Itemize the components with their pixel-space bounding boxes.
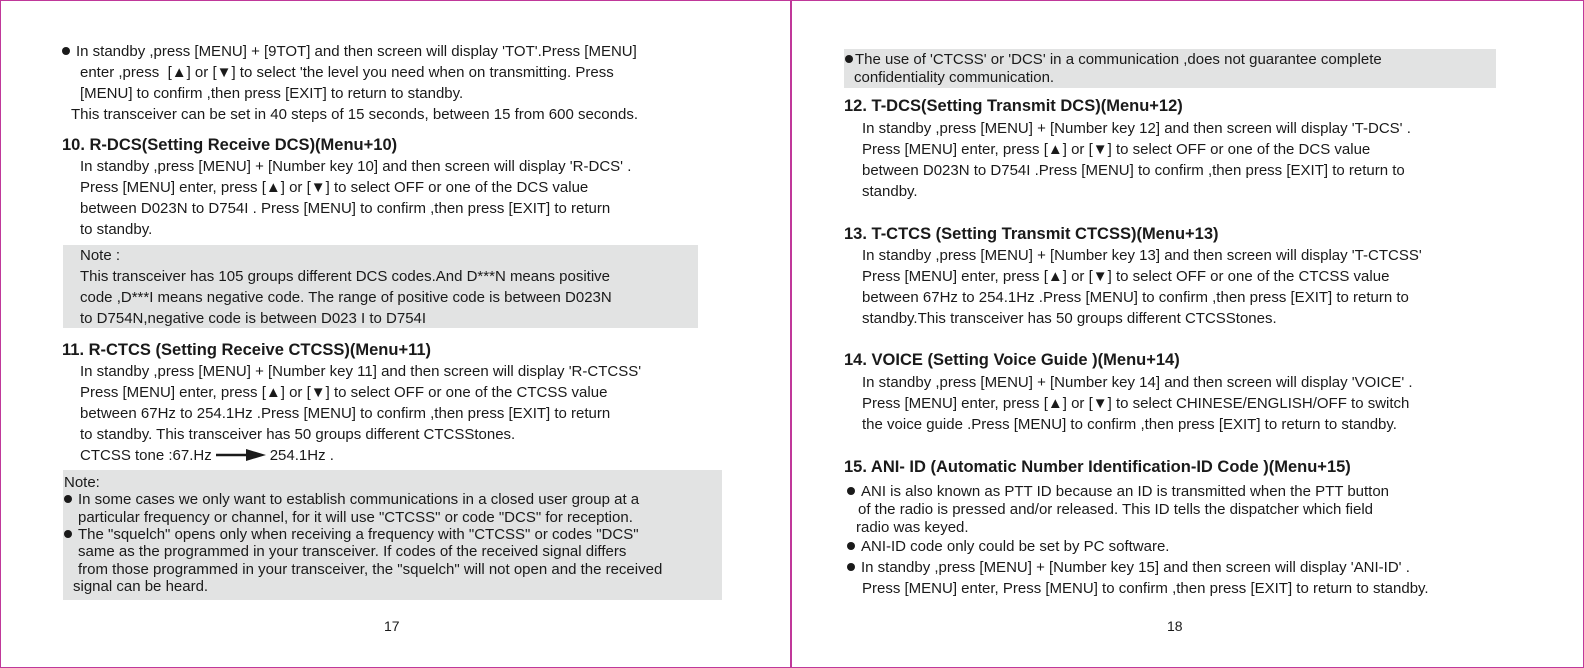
down-key-icon: [▼] xyxy=(1088,141,1112,158)
sec12-line-3: between D023N to D754I .Press [MENU] to confirm ,then press [EXIT] to return to xyxy=(862,162,1405,179)
sec13-line-1: In standby ,press [MENU] + [Number key 13] and then screen will display 'T-CTCSS' xyxy=(862,247,1422,264)
bullet-icon xyxy=(847,563,855,571)
sec14-line-3: the voice guide .Press [MENU] to confirm ,then press [EXIT] to return to standby. xyxy=(862,416,1397,433)
note11-line-4: The "squelch" opens only when receiving a frequency with "CTCSS" or codes "DCS" xyxy=(64,525,639,546)
sec10-line-3: between D023N to D754I . Press [MENU] to confirm ,then press [EXIT] to return xyxy=(80,200,611,217)
up-key-icon: [▲] xyxy=(167,64,191,81)
note11-line-1: Note: xyxy=(64,474,100,491)
sec14-title: 14. VOICE (Setting Voice Guide )(Menu+14) xyxy=(844,351,1180,369)
down-key-icon: [▼] xyxy=(306,384,330,401)
tot-line-1: In standby ,press [MENU] + [9TOT] and then screen will display 'TOT'.Press [MENU] xyxy=(62,42,637,63)
down-key-icon: [▼] xyxy=(1088,395,1112,412)
sec13-line-2: Press [MENU] enter, press [▲] or [▼] to select OFF or one of the CTCSS value xyxy=(862,268,1390,285)
sec10-title: 10. R-DCS(Setting Receive DCS)(Menu+10) xyxy=(62,136,398,154)
up-key-icon: [▲] xyxy=(1043,141,1067,158)
sec12-line-2: Press [MENU] enter, press [▲] or [▼] to select OFF or one of the DCS value xyxy=(862,141,1371,158)
sec15-line-4: ANI-ID code only could be set by PC software. xyxy=(847,537,1169,558)
sec13-line-4: standby.This transceiver has 50 groups different CTCSStones. xyxy=(862,310,1277,327)
sec15-line-5: In standby ,press [MENU] + [Number key 15] and then screen will display 'ANI-ID' . xyxy=(847,558,1410,579)
bullet-icon xyxy=(64,495,72,503)
note-top-line-2: confidentiality communication. xyxy=(854,69,1055,86)
up-key-icon: [▲] xyxy=(261,179,285,196)
sec10-line-2: Press [MENU] enter, press [▲] or [▼] to select OFF or one of the DCS value xyxy=(80,179,589,196)
up-key-icon: [▲] xyxy=(261,384,285,401)
note11-line-2: In some cases we only want to establish communications in a closed user group at a xyxy=(64,490,639,511)
ctcss-tone-range: CTCSS tone :67.Hz 254.1Hz . xyxy=(80,447,334,464)
bullet-icon xyxy=(64,530,72,538)
bullet-icon xyxy=(62,47,70,55)
note10-line-4: to D754N,negative code is between D023 I to D754I xyxy=(80,310,427,327)
sec14-line-2: Press [MENU] enter, press [▲] or [▼] to select CHINESE/ENGLISH/OFF to switch xyxy=(862,395,1410,412)
note11-line-7: signal can be heard. xyxy=(73,578,209,595)
tot-line-2: enter ,press [▲] or [▼] to select 'the level you need when on transmitting. Press xyxy=(80,64,614,81)
page-number-right: 18 xyxy=(1167,618,1183,634)
note11-line-3: particular frequency or channel, for it will use "CTCSS" or code "DCS" for reception. xyxy=(78,509,633,526)
sec13-line-3: between 67Hz to 254.1Hz .Press [MENU] to confirm ,then press [EXIT] to return to xyxy=(862,289,1409,306)
page-number-left: 17 xyxy=(384,618,400,634)
note-top-line-1: The use of 'CTCSS' or 'DCS' in a communication ,does not guarantee complete xyxy=(845,50,1382,71)
up-key-icon: [▲] xyxy=(1043,268,1067,285)
sec15-line-6: Press [MENU] enter, Press [MENU] to confirm ,then press [EXIT] to return to standby. xyxy=(862,580,1429,597)
sec13-title: 13. T-CTCS (Setting Transmit CTCSS)(Menu+13) xyxy=(844,225,1219,243)
note10-line-2: This transceiver has 105 groups different DCS codes.And D***N means positive xyxy=(80,268,610,285)
sec12-title: 12. T-DCS(Setting Transmit DCS)(Menu+12) xyxy=(844,97,1183,115)
sec15-line-3: radio was keyed. xyxy=(856,519,969,536)
tot-line-4: This transceiver can be set in 40 steps of 15 seconds, between 15 from 600 seconds. xyxy=(71,106,638,123)
sec15-title: 15. ANI- ID (Automatic Number Identification-ID Code )(Menu+15) xyxy=(844,458,1351,476)
bullet-icon xyxy=(847,487,855,495)
down-key-icon: [▼] xyxy=(1088,268,1112,285)
down-key-icon: [▼] xyxy=(212,64,236,81)
sec11-line-1: In standby ,press [MENU] + [Number key 11] and then screen will display 'R-CTCSS' xyxy=(80,363,642,380)
note10-line-3: code ,D***I means negative code. The range of positive code is between D023N xyxy=(80,289,612,306)
tot-line-3: [MENU] to confirm ,then press [EXIT] to return to standby. xyxy=(80,85,464,102)
sec12-line-1: In standby ,press [MENU] + [Number key 12] and then screen will display 'T-DCS' . xyxy=(862,120,1411,137)
sec15-line-2: of the radio is pressed and/or released. This ID tells the dispatcher which field xyxy=(858,501,1373,518)
sec10-line-4: to standby. xyxy=(80,221,153,238)
sec11-title: 11. R-CTCS (Setting Receive CTCSS)(Menu+11) xyxy=(62,341,432,359)
down-key-icon: [▼] xyxy=(306,179,330,196)
sec12-line-4: standby. xyxy=(862,183,918,200)
sec10-line-1: In standby ,press [MENU] + [Number key 10] and then screen will display 'R-DCS' . xyxy=(80,158,632,175)
sec11-line-4: to standby. This transceiver has 50 groups different CTCSStones. xyxy=(80,426,516,443)
bullet-icon xyxy=(845,55,853,63)
sec11-line-3: between 67Hz to 254.1Hz .Press [MENU] to confirm ,then press [EXIT] to return xyxy=(80,405,611,422)
note10-line-1: Note : xyxy=(80,247,121,264)
bullet-icon xyxy=(847,542,855,550)
sec14-line-1: In standby ,press [MENU] + [Number key 14] and then screen will display 'VOICE' . xyxy=(862,374,1413,391)
up-key-icon: [▲] xyxy=(1043,395,1067,412)
sec15-line-1: ANI is also known as PTT ID because an ID is transmitted when the PTT button xyxy=(847,482,1389,503)
page-divider xyxy=(790,0,792,668)
sec11-line-2: Press [MENU] enter, press [▲] or [▼] to select OFF or one of the CTCSS value xyxy=(80,384,608,401)
note11-line-5: same as the programmed in your transceiver. If codes of the received signal differs xyxy=(78,543,627,560)
right-arrow-icon xyxy=(216,448,266,462)
note11-line-6: from those programmed in your transceiver, the "squelch" will not open and the received xyxy=(78,561,663,578)
